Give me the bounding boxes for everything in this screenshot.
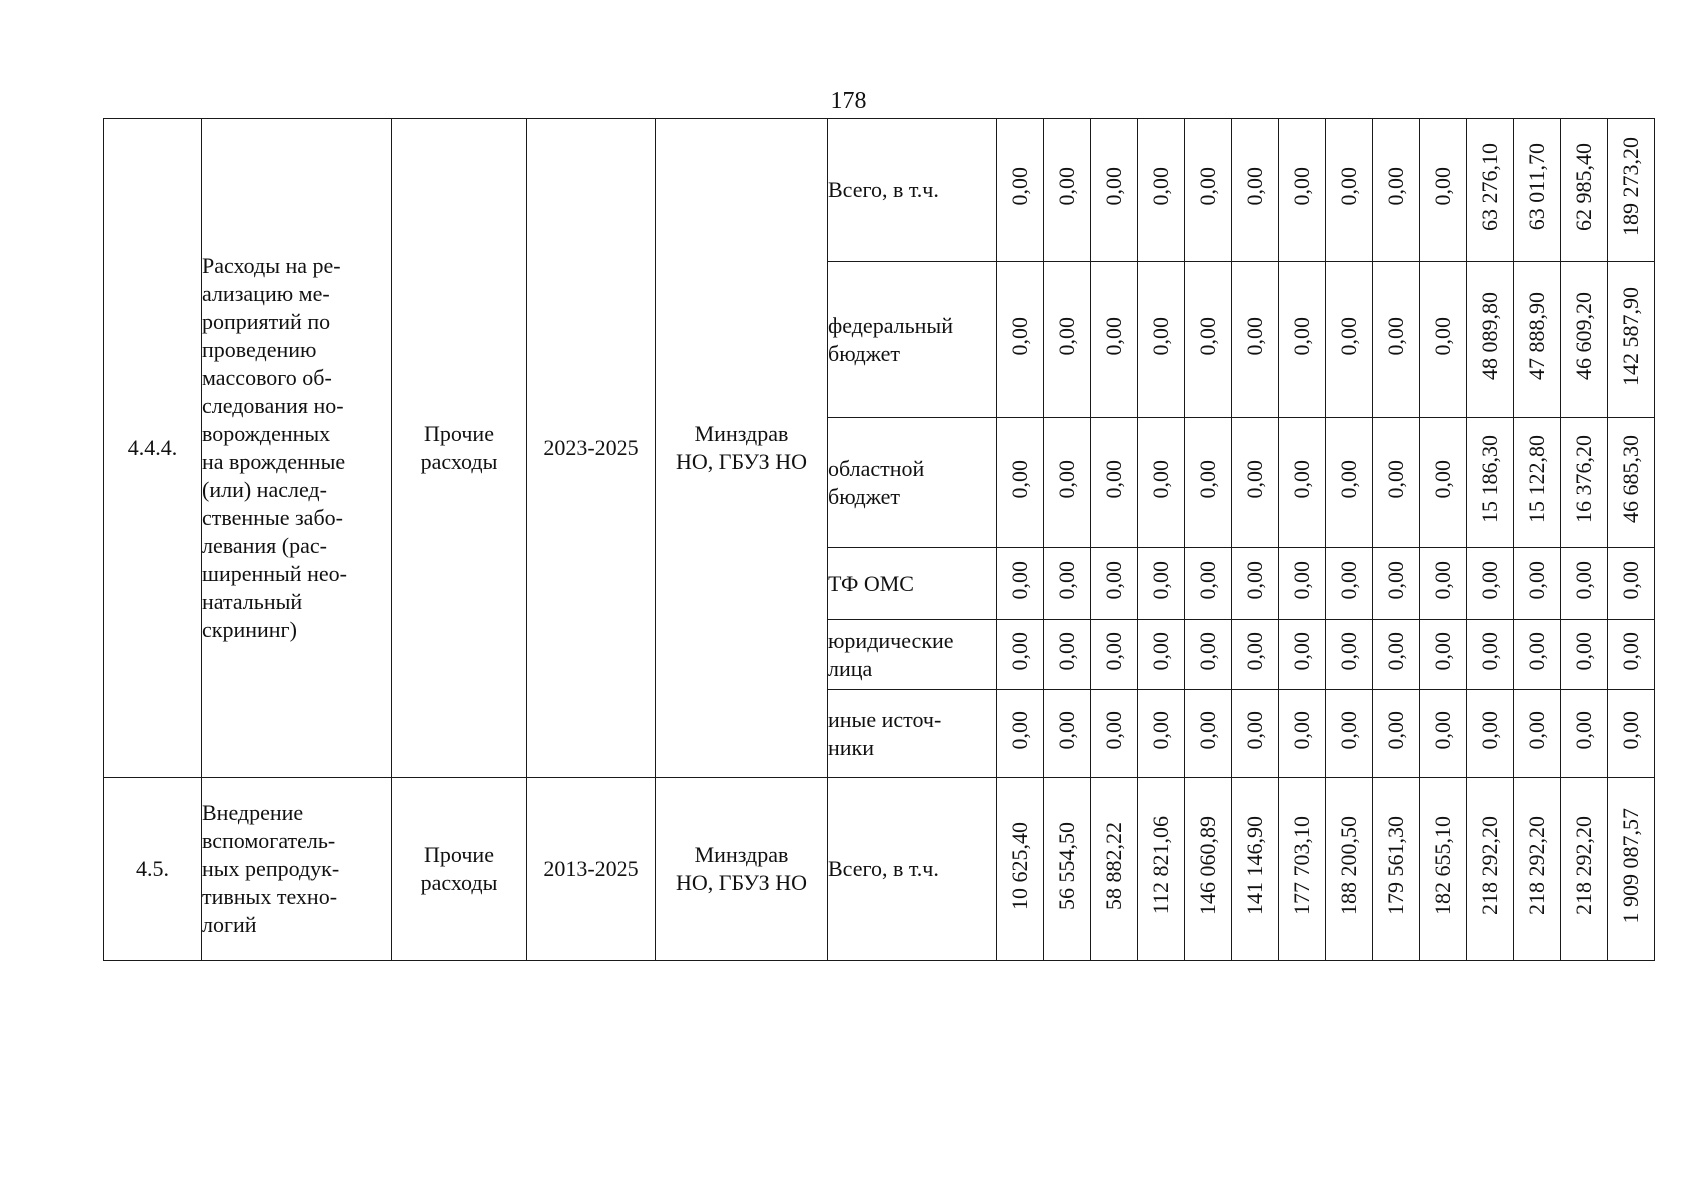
amount-value: 0,00 <box>1195 316 1220 356</box>
funding-source: федеральный бюджет <box>828 262 997 418</box>
amount-cell <box>1091 119 1138 262</box>
amount-value: 0,00 <box>1477 710 1502 750</box>
amount-value: 0,00 <box>1618 631 1643 671</box>
amount-cell <box>1514 778 1561 961</box>
amount-cell <box>1138 418 1185 548</box>
amount-cell <box>1232 548 1279 620</box>
amount-cell <box>1608 119 1655 262</box>
amount-value: 0,00 <box>1101 560 1126 600</box>
amount-value: 0,00 <box>1336 710 1361 750</box>
amount-value: 0,00 <box>1336 316 1361 356</box>
amount-cell <box>1326 778 1373 961</box>
amount-value: 0,00 <box>1477 631 1502 671</box>
amount-cell <box>1608 418 1655 548</box>
amount-cell <box>1420 778 1467 961</box>
amount-value: 16 376,20 <box>1571 435 1596 523</box>
amount-value: 0,00 <box>1383 167 1408 206</box>
funding-source: юридические лица <box>828 620 997 690</box>
amount-cell <box>1373 690 1420 778</box>
amount-cell <box>1279 778 1326 961</box>
amount-cell <box>1561 548 1608 620</box>
amount-cell <box>1185 620 1232 690</box>
amount-cell <box>1373 262 1420 418</box>
amount-value: 188 200,50 <box>1336 816 1361 915</box>
amount-value: 218 292,20 <box>1524 816 1549 915</box>
amount-value: 218 292,20 <box>1571 816 1596 915</box>
amount-value: 48 089,80 <box>1477 292 1502 380</box>
amount-value: 10 625,40 <box>1007 821 1032 910</box>
amount-cell <box>1232 620 1279 690</box>
period: 2013-2025 <box>527 778 656 961</box>
amount-value: 0,00 <box>1242 316 1267 356</box>
amount-value: 46 685,30 <box>1618 435 1643 523</box>
amount-value: 0,00 <box>1430 459 1455 499</box>
amount-cell <box>1232 262 1279 418</box>
amount-value: 0,00 <box>1242 167 1267 206</box>
page-number: 178 <box>830 88 867 114</box>
amount-value: 0,00 <box>1336 167 1361 206</box>
period: 2023-2025 <box>527 119 656 778</box>
amount-cell <box>1561 620 1608 690</box>
amount-value: 0,00 <box>1007 560 1032 600</box>
amount-value: 0,00 <box>1289 167 1314 206</box>
amount-cell <box>1232 119 1279 262</box>
amount-value: 15 186,30 <box>1477 435 1502 523</box>
amount-value: 0,00 <box>1054 631 1079 671</box>
amount-value: 1 909 087,57 <box>1618 807 1643 924</box>
amount-cell <box>1185 778 1232 961</box>
item-name: Внедрение вспомогатель- ных репродук- тивных техно- логий <box>202 778 392 961</box>
amount-cell <box>1561 418 1608 548</box>
amount-value: 63 276,10 <box>1477 142 1502 231</box>
amount-cell <box>1420 119 1467 262</box>
amount-value: 0,00 <box>1007 710 1032 750</box>
amount-value: 0,00 <box>1289 459 1314 499</box>
amount-value: 0,00 <box>1430 560 1455 600</box>
amount-value: 0,00 <box>1148 316 1173 356</box>
amount-value: 0,00 <box>1007 631 1032 671</box>
amount-cell <box>1279 620 1326 690</box>
amount-value: 0,00 <box>1054 560 1079 600</box>
budget-table <box>103 118 1655 961</box>
amount-value: 15 122,80 <box>1524 435 1549 523</box>
amount-cell <box>1279 119 1326 262</box>
amount-cell <box>1561 119 1608 262</box>
amount-cell <box>1279 262 1326 418</box>
amount-value: 0,00 <box>1430 631 1455 671</box>
amount-cell <box>1138 548 1185 620</box>
amount-cell <box>1514 262 1561 418</box>
amount-value: 56 554,50 <box>1054 821 1079 910</box>
amount-cell <box>1608 548 1655 620</box>
amount-value: 146 060,89 <box>1195 816 1220 915</box>
amount-cell <box>1326 262 1373 418</box>
amount-value: 0,00 <box>1101 316 1126 356</box>
amount-cell <box>1279 690 1326 778</box>
amount-value: 0,00 <box>1054 710 1079 750</box>
amount-value: 0,00 <box>1430 167 1455 206</box>
amount-cell <box>1044 690 1091 778</box>
amount-cell <box>1138 262 1185 418</box>
amount-cell <box>1467 262 1514 418</box>
amount-value: 0,00 <box>1571 710 1596 750</box>
executor: Минздрав НО, ГБУЗ НО <box>656 119 828 778</box>
amount-value: 141 146,90 <box>1242 816 1267 915</box>
amount-value: 0,00 <box>1195 710 1220 750</box>
amount-value: 0,00 <box>1289 631 1314 671</box>
item-number: 4.5. <box>104 778 202 961</box>
amount-value: 179 561,30 <box>1383 816 1408 915</box>
amount-cell <box>1467 418 1514 548</box>
amount-value: 218 292,20 <box>1477 816 1502 915</box>
amount-cell <box>1185 262 1232 418</box>
amount-cell <box>997 262 1044 418</box>
amount-value: 0,00 <box>1383 560 1408 600</box>
amount-value: 142 587,90 <box>1618 286 1643 386</box>
amount-cell <box>1467 119 1514 262</box>
amount-cell <box>997 119 1044 262</box>
amount-cell <box>1420 418 1467 548</box>
amount-value: 0,00 <box>1195 459 1220 499</box>
amount-cell <box>1185 548 1232 620</box>
amount-cell <box>1420 620 1467 690</box>
amount-cell <box>1326 690 1373 778</box>
amount-value: 0,00 <box>1101 710 1126 750</box>
amount-value: 0,00 <box>1195 560 1220 600</box>
amount-value: 0,00 <box>1148 560 1173 600</box>
amount-value: 0,00 <box>1195 167 1220 206</box>
amount-cell <box>1420 690 1467 778</box>
amount-cell <box>1044 119 1091 262</box>
amount-cell <box>1373 418 1420 548</box>
amount-value: 0,00 <box>1101 459 1126 499</box>
amount-cell <box>1091 262 1138 418</box>
amount-value: 0,00 <box>1148 459 1173 499</box>
amount-value: 0,00 <box>1524 631 1549 671</box>
table-row <box>104 119 1655 262</box>
amount-cell <box>1044 418 1091 548</box>
amount-cell <box>1420 548 1467 620</box>
item-name: Расходы на ре- ализацию ме- роприятий по проведению массового об- следования но- ворожденных на врожденные (или) наслед- ственные забо- левания (рас- ширенный нео- натальный скрининг) <box>202 119 392 778</box>
amount-cell <box>1185 119 1232 262</box>
amount-cell <box>1514 620 1561 690</box>
amount-cell <box>1091 690 1138 778</box>
funding-source: иные источ- ники <box>828 690 997 778</box>
amount-value: 0,00 <box>1383 316 1408 356</box>
amount-cell <box>1373 778 1420 961</box>
amount-value: 0,00 <box>1618 560 1643 600</box>
amount-cell <box>1467 778 1514 961</box>
amount-cell <box>1467 690 1514 778</box>
amount-cell <box>1232 418 1279 548</box>
amount-value: 0,00 <box>1289 560 1314 600</box>
amount-cell <box>1608 778 1655 961</box>
expense-type: Прочие расходы <box>392 119 527 778</box>
amount-value: 0,00 <box>1383 459 1408 499</box>
amount-cell <box>1514 548 1561 620</box>
amount-cell <box>1185 690 1232 778</box>
amount-cell <box>1561 690 1608 778</box>
amount-cell <box>1514 119 1561 262</box>
amount-value: 0,00 <box>1336 459 1361 499</box>
amount-cell <box>997 778 1044 961</box>
amount-cell <box>1044 548 1091 620</box>
amount-cell <box>1091 620 1138 690</box>
amount-cell <box>1279 418 1326 548</box>
amount-value: 0,00 <box>1054 459 1079 499</box>
amount-value: 0,00 <box>1242 560 1267 600</box>
amount-cell <box>1185 418 1232 548</box>
executor: Минздрав НО, ГБУЗ НО <box>656 778 828 961</box>
funding-source: областной бюджет <box>828 418 997 548</box>
amount-cell <box>1514 418 1561 548</box>
amount-value: 0,00 <box>1524 710 1549 750</box>
amount-cell <box>1138 690 1185 778</box>
amount-value: 0,00 <box>1571 560 1596 600</box>
amount-value: 0,00 <box>1101 631 1126 671</box>
amount-cell <box>1091 418 1138 548</box>
amount-value: 0,00 <box>1054 316 1079 356</box>
amount-cell <box>1091 548 1138 620</box>
amount-value: 0,00 <box>1289 316 1314 356</box>
amount-value: 58 882,22 <box>1101 821 1126 910</box>
amount-value: 62 985,40 <box>1571 142 1596 231</box>
amount-cell <box>1420 262 1467 418</box>
amount-value: 0,00 <box>1383 631 1408 671</box>
amount-value: 0,00 <box>1007 167 1032 206</box>
amount-cell <box>1467 620 1514 690</box>
amount-value: 0,00 <box>1242 631 1267 671</box>
amount-cell <box>1373 119 1420 262</box>
amount-cell <box>1561 262 1608 418</box>
amount-value: 182 655,10 <box>1430 816 1455 915</box>
amount-cell <box>1138 778 1185 961</box>
amount-cell <box>1373 548 1420 620</box>
expense-type: Прочие расходы <box>392 778 527 961</box>
amount-cell <box>1326 119 1373 262</box>
amount-cell <box>1279 548 1326 620</box>
amount-value: 112 821,06 <box>1148 816 1173 915</box>
amount-cell <box>1138 620 1185 690</box>
amount-cell <box>997 620 1044 690</box>
amount-value: 0,00 <box>1524 560 1549 600</box>
amount-value: 0,00 <box>1195 631 1220 671</box>
amount-cell <box>1373 620 1420 690</box>
amount-value: 0,00 <box>1148 167 1173 206</box>
amount-value: 0,00 <box>1336 560 1361 600</box>
amount-cell <box>1608 690 1655 778</box>
amount-cell <box>1138 119 1185 262</box>
amount-value: 0,00 <box>1383 710 1408 750</box>
amount-cell <box>997 690 1044 778</box>
amount-value: 0,00 <box>1101 167 1126 206</box>
amount-cell <box>1044 620 1091 690</box>
amount-cell <box>1467 548 1514 620</box>
amount-value: 0,00 <box>1289 710 1314 750</box>
amount-cell <box>1561 778 1608 961</box>
amount-cell <box>1514 690 1561 778</box>
amount-value: 0,00 <box>1571 631 1596 671</box>
amount-value: 177 703,10 <box>1289 816 1314 915</box>
amount-value: 0,00 <box>1477 560 1502 600</box>
amount-value: 0,00 <box>1148 710 1173 750</box>
table-row <box>104 778 1655 961</box>
funding-source: ТФ ОМС <box>828 548 997 620</box>
amount-value: 0,00 <box>1242 710 1267 750</box>
amount-value: 46 609,20 <box>1571 292 1596 380</box>
amount-cell <box>1608 262 1655 418</box>
amount-value: 189 273,20 <box>1618 137 1643 236</box>
amount-cell <box>1326 620 1373 690</box>
amount-cell <box>1326 418 1373 548</box>
amount-value: 0,00 <box>1007 459 1032 499</box>
amount-cell <box>1044 262 1091 418</box>
item-number: 4.4.4. <box>104 119 202 778</box>
amount-value: 0,00 <box>1430 710 1455 750</box>
amount-cell <box>1091 778 1138 961</box>
amount-value: 0,00 <box>1430 316 1455 356</box>
amount-value: 47 888,90 <box>1524 292 1549 380</box>
amount-cell <box>1608 620 1655 690</box>
amount-value: 0,00 <box>1242 459 1267 499</box>
amount-value: 63 011,70 <box>1524 142 1549 231</box>
amount-value: 0,00 <box>1336 631 1361 671</box>
amount-value: 0,00 <box>1618 710 1643 750</box>
amount-cell <box>1044 778 1091 961</box>
amount-cell <box>1232 778 1279 961</box>
amount-cell <box>997 418 1044 548</box>
amount-value: 0,00 <box>1007 316 1032 356</box>
amount-cell <box>1326 548 1373 620</box>
amount-value: 0,00 <box>1148 631 1173 671</box>
funding-source: Всего, в т.ч. <box>828 778 997 961</box>
amount-value: 0,00 <box>1054 167 1079 206</box>
amount-cell <box>1232 690 1279 778</box>
amount-cell <box>997 548 1044 620</box>
funding-source: Всего, в т.ч. <box>828 119 997 262</box>
